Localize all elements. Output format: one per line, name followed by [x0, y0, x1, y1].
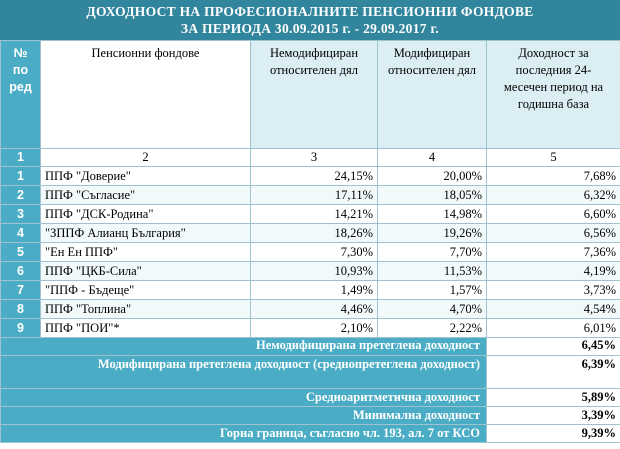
unmodified-share: 10,93%: [251, 262, 378, 281]
index-row: [1, 149, 620, 167]
unmodified-share: 1,49%: [251, 281, 378, 300]
table-row: [1, 205, 620, 224]
index-cell: 4: [378, 149, 487, 167]
table-row: [1, 186, 620, 205]
fund-name: ППФ "ДСК-Родина": [41, 205, 251, 224]
modified-share: 11,53%: [378, 262, 487, 281]
fund-yield: 6,32%: [487, 186, 620, 205]
modified-share: 4,70%: [378, 300, 487, 319]
modified-share: 7,70%: [378, 243, 487, 262]
row-number: 2: [1, 186, 41, 205]
fund-name: ППФ "Съгласие": [41, 186, 251, 205]
summary-row-minimum: [1, 407, 620, 425]
header-no: № по ред: [1, 41, 41, 149]
unmodified-share: 17,11%: [251, 186, 378, 205]
summary-value: 9,39%: [487, 425, 620, 443]
row-number: 5: [1, 243, 41, 262]
unmodified-share: 18,26%: [251, 224, 378, 243]
modified-share: 20,00%: [378, 167, 487, 186]
fund-yield: 3,73%: [487, 281, 620, 300]
fund-yield: 4,54%: [487, 300, 620, 319]
title-line-2: ЗА ПЕРИОДА 30.09.2015 г. - 29.09.2017 г.: [180, 21, 440, 36]
table-row: [1, 300, 620, 319]
table-row: [1, 319, 620, 338]
pension-funds-table: [0, 40, 620, 443]
table-row: [1, 224, 620, 243]
fund-yield: 6,60%: [487, 205, 620, 224]
fund-yield: 7,36%: [487, 243, 620, 262]
row-number: 7: [1, 281, 41, 300]
table-title: [0, 0, 620, 40]
fund-name: ППФ "Топлина": [41, 300, 251, 319]
fund-yield: 7,68%: [487, 167, 620, 186]
summary-label: Немодифицирана претеглена доходност: [1, 338, 487, 356]
index-cell: 2: [41, 149, 251, 167]
unmodified-share: 24,15%: [251, 167, 378, 186]
unmodified-share: 7,30%: [251, 243, 378, 262]
summary-row-upper-limit: [1, 425, 620, 443]
row-number: 1: [1, 167, 41, 186]
header-unmodified: Немодифициран относителен дял: [251, 41, 378, 149]
index-cell: 1: [1, 149, 41, 167]
fund-yield: 6,56%: [487, 224, 620, 243]
summary-row-modified-weighted: [1, 356, 620, 389]
fund-name: ППФ "ПОИ"*: [41, 319, 251, 338]
modified-share: 18,05%: [378, 186, 487, 205]
summary-value: 5,89%: [487, 389, 620, 407]
table-row: [1, 167, 620, 186]
fund-name: ППФ "Доверие": [41, 167, 251, 186]
modified-share: 1,57%: [378, 281, 487, 300]
summary-label: Горна граница, съгласно чл. 193, ал. 7 от КСО: [1, 425, 487, 443]
summary-row-arithmetic-mean: [1, 389, 620, 407]
row-number: 6: [1, 262, 41, 281]
row-number: 8: [1, 300, 41, 319]
fund-name: "ППФ - Бъдеще": [41, 281, 251, 300]
summary-label: Минимална доходност: [1, 407, 487, 425]
unmodified-share: 14,21%: [251, 205, 378, 224]
summary-label: Модифицирана претеглена доходност (среднопретеглена доходност): [1, 356, 487, 389]
fund-yield: 4,19%: [487, 262, 620, 281]
table-row: [1, 243, 620, 262]
table-row: [1, 262, 620, 281]
index-cell: 5: [487, 149, 620, 167]
fund-yield: 6,01%: [487, 319, 620, 338]
modified-share: 2,22%: [378, 319, 487, 338]
title-line-1: ДОХОДНОСТ НА ПРОФЕСИОНАЛНИТЕ ПЕНСИОННИ ФОНДОВЕ: [86, 4, 534, 19]
row-number: 3: [1, 205, 41, 224]
summary-label: Средноаритметична доходност: [1, 389, 487, 407]
header-row: [1, 41, 620, 149]
unmodified-share: 4,46%: [251, 300, 378, 319]
row-number: 9: [1, 319, 41, 338]
index-cell: 3: [251, 149, 378, 167]
header-modified: Модифициран относителен дял: [378, 41, 487, 149]
row-number: 4: [1, 224, 41, 243]
fund-name: ППФ "ЦКБ-Сила": [41, 262, 251, 281]
header-fund: Пенсионни фондове: [41, 41, 251, 149]
summary-value: 6,45%: [487, 338, 620, 356]
summary-value: 3,39%: [487, 407, 620, 425]
summary-row-unmodified-weighted: [1, 338, 620, 356]
summary-value: 6,39%: [487, 356, 620, 389]
modified-share: 19,26%: [378, 224, 487, 243]
unmodified-share: 2,10%: [251, 319, 378, 338]
fund-name: "Ен Ен ППФ": [41, 243, 251, 262]
modified-share: 14,98%: [378, 205, 487, 224]
fund-name: "ЗППФ Алианц България": [41, 224, 251, 243]
table-row: [1, 281, 620, 300]
header-yield: Доходност за последния 24-месечен период на годишна база: [487, 41, 620, 149]
